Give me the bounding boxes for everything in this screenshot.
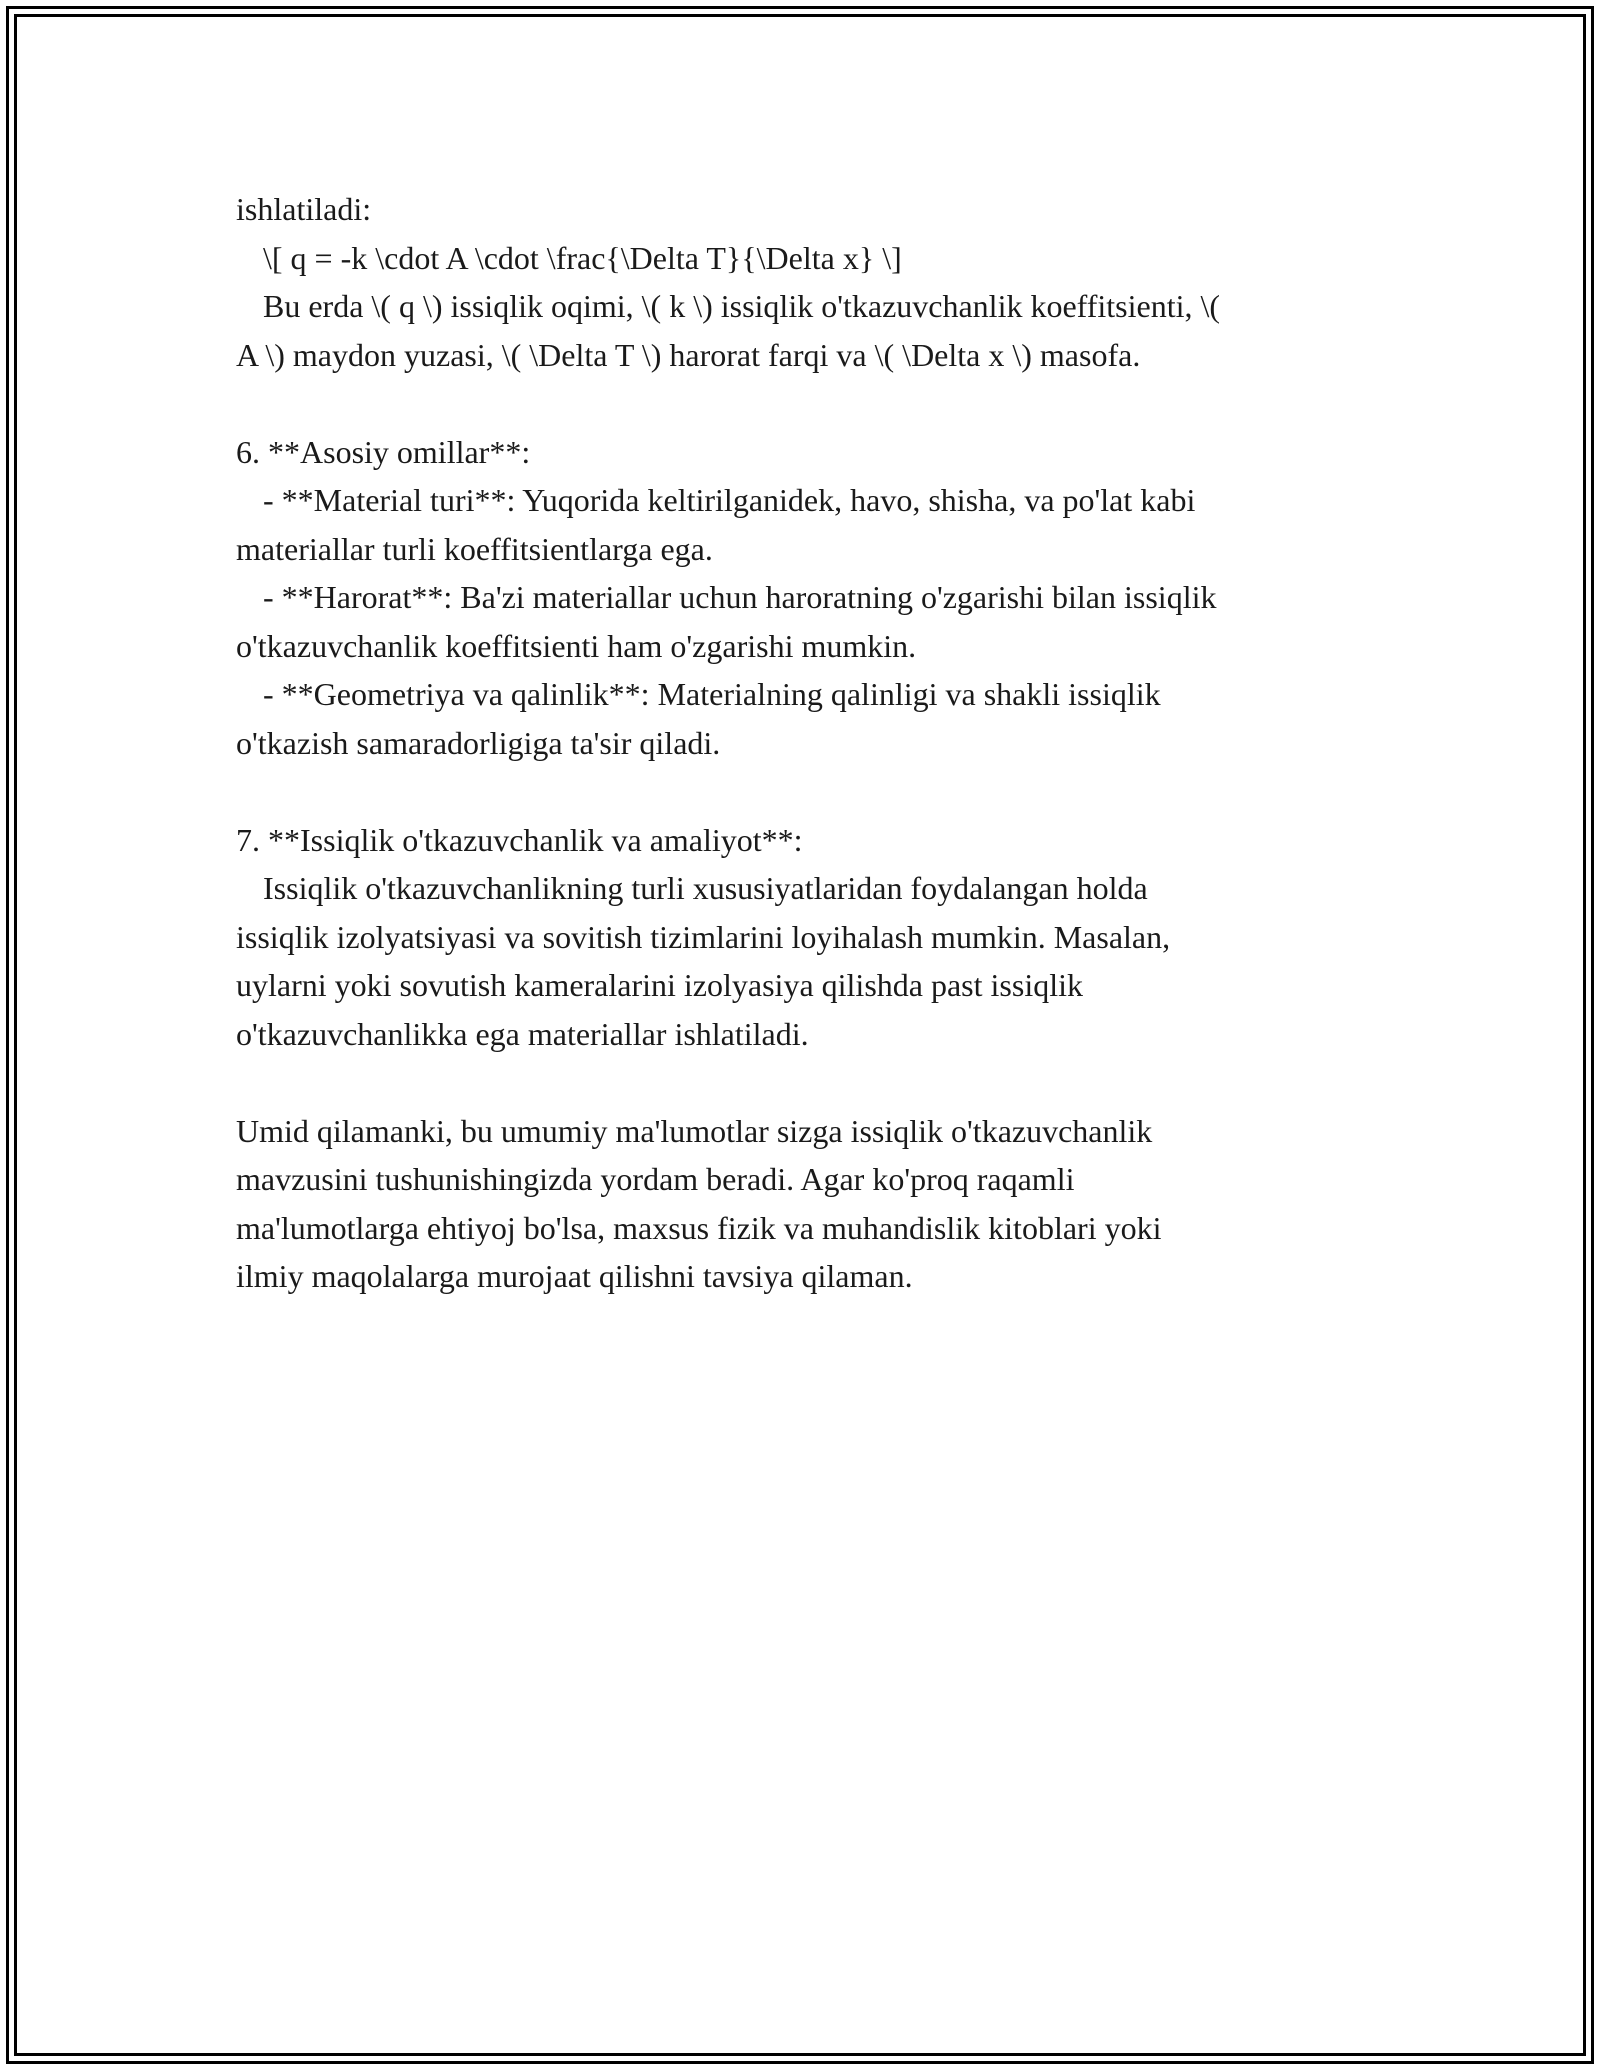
text-line: o'tkazuvchanlik koeffitsienti ham o'zgarishi mumkin. — [236, 627, 917, 664]
text-line: ma'lumotlarga ehtiyoj bo'lsa, maxsus fizik va muhandislik kitoblari yoki — [236, 1209, 1162, 1246]
formula-paragraph — [236, 185, 1416, 379]
paragraph-gap — [236, 1058, 1416, 1107]
text-line: mavzusini tushunishingizda yordam beradi. Agar ko'proq raqamli — [236, 1161, 1075, 1197]
list-item: - **Harorat**: Ba'zi materiallar uchun haroratning o'zgarishi bilan issiqlik — [263, 579, 1217, 615]
text-line: Issiqlik o'tkazuvchanlikning turli xususiyatlaridan foydalangan holda — [263, 870, 1148, 906]
section-heading: 7. **Issiqlik o'tkazuvchanlik va amaliyot**: — [236, 821, 803, 858]
paragraph-gap — [236, 379, 1416, 428]
text-line: o'tkazuvchanlikka ega materiallar ishlatiladi. — [236, 1015, 809, 1052]
text-line: Bu erda \( q \) issiqlik oqimi, \( k \) issiqlik o'tkazuvchanlik koeffitsienti, \( — [263, 288, 1221, 324]
text-line: uylarni yoki sovutish kameralarini izolyasiya qilishda past issiqlik — [236, 967, 1083, 1003]
document-body — [236, 185, 1416, 1301]
section-6 — [236, 428, 1416, 768]
text-line: issiqlik izolyatsiyasi va sovitish tizimlarini loyihalash mumkin. Masalan, — [236, 918, 1171, 955]
list-item: - **Geometriya va qalinlik**: Materialning qalinligi va shakli issiqlik — [263, 676, 1161, 712]
list-item: - **Material turi**: Yuqorida keltirilganidek, havo, shisha, va po'lat kabi — [263, 482, 1196, 518]
text-line: ishlatiladi: — [236, 191, 372, 227]
conclusion-paragraph — [236, 1107, 1416, 1301]
formula-line: \[ q = -k \cdot A \cdot \frac{\Delta T}{\Delta x} \] — [263, 239, 902, 276]
text-line: A \) maydon yuzasi, \( \Delta T \) harorat farqi va \( \Delta x \) masofa. — [236, 336, 1141, 373]
text-line: materiallar turli koeffitsientlarga ega. — [236, 530, 713, 567]
paragraph-gap — [236, 767, 1416, 816]
text-line: o'tkazish samaradorligiga ta'sir qiladi. — [236, 724, 721, 761]
text-line: ilmiy maqolalarga murojaat qilishni tavsiya qilaman. — [236, 1258, 913, 1294]
section-7 — [236, 816, 1416, 1059]
section-heading: 6. **Asosiy omillar**: — [236, 433, 531, 470]
text-line: Umid qilamanki, bu umumiy ma'lumotlar sizga issiqlik o'tkazuvchanlik — [236, 1112, 1153, 1149]
